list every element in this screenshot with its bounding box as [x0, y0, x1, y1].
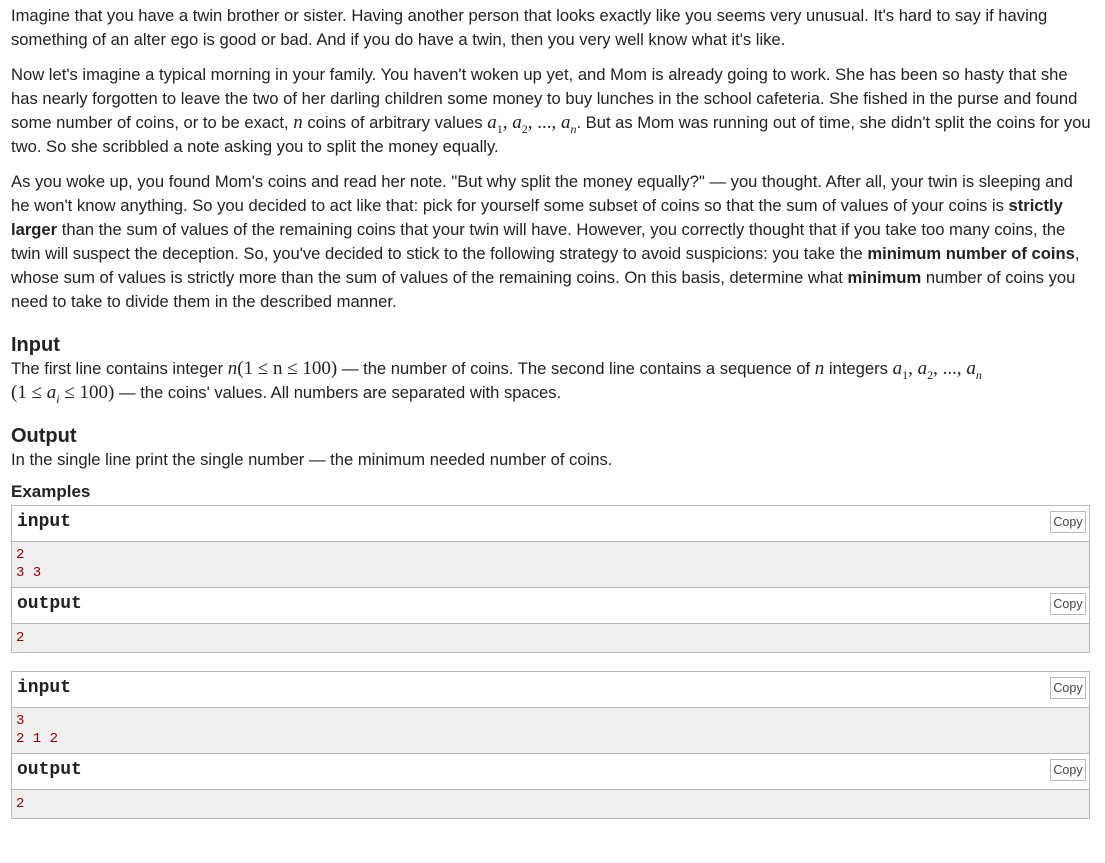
copy-button[interactable]: Copy: [1050, 511, 1086, 533]
input-section-title: Input: [11, 334, 60, 356]
copy-button[interactable]: Copy: [1050, 677, 1086, 699]
math-n: n: [293, 112, 303, 133]
example-output[interactable]: 2: [12, 790, 1089, 818]
example-1: [11, 505, 1090, 653]
bold-text: minimum number of coins: [867, 244, 1075, 263]
statement-paragraph-1: [11, 4, 1093, 52]
output-label: output: [17, 760, 82, 780]
input-label: input: [17, 678, 72, 698]
statement-text: , whose sum of values is strictly more than the sum of values of the remaining coins. On this basis, determine what: [11, 244, 1080, 287]
statement-text: than the sum of values of the remaining coins that your twin will have. However, you correctly thought that if you take too many coins, the twin will suspect the deception. So, you've decided to stick to the following strategy to avoid suspicions: you take the: [11, 220, 1066, 263]
statement-text: . But as Mom was running out of time, she didn't split the coins for you two. So she scribbled a note asking you to split the money equally.: [11, 113, 1091, 156]
output-section-text: In the single line print the single number — the minimum needed number of coins.: [11, 450, 613, 469]
statement-text: coins of arbitrary values: [302, 113, 488, 132]
copy-button[interactable]: Copy: [1050, 759, 1086, 781]
output-specification: [11, 424, 1093, 472]
example-input-header: [12, 672, 1089, 708]
examples-title: Examples: [11, 482, 91, 501]
math-sequence: $a_1$, $a_2$, ..., $a_n$: [892, 358, 982, 382]
input-section-text: The first line contains integer n(1 ≤ n ≤ 100) — the number of coins. The second line contains a sequence of n integers $a_1$, $a_2$, ..., $a_n$ $(1 \le a_i \le 100)$ — the coins' values. All numbers are separated with spaces.: [11, 358, 982, 406]
statement-text: Now let's imagine a typical morning in your family. You haven't woken up yet, and Mom is already going to work. She has been so hasty that she has nearly forgotten to leave the two of her darling children some money to buy lunches in the school cafeteria. She fished in the purse and found some number of coins, or to be exact,: [11, 65, 1078, 132]
statement-text: Imagine that you have a twin brother or sister. Having another person that looks exactly like you seems very unusual. It's hard to say if having something of an alter ego is good or bad. And if you do have a twin, then you very well know what it's like.: [11, 6, 1048, 49]
example-output[interactable]: 2: [12, 624, 1089, 652]
math-n-range: (1 ≤ n ≤ 100): [237, 358, 338, 379]
copy-button[interactable]: Copy: [1050, 593, 1086, 615]
statement-text: As you woke up, you found Mom's coins and read her note. "But why split the money equally?" — you thought. After all, your twin is sleeping and he won't know anything. So you decided to act like that: pick for yourself some subset of coins so that the sum of values of your coins is: [11, 172, 1073, 215]
math-a-range: $(1 \le a_i \le 100)$: [11, 382, 115, 406]
example-2: [11, 671, 1090, 819]
example-input[interactable]: 3 2 1 2: [12, 708, 1089, 754]
statement-paragraph-2: [11, 63, 1093, 159]
statement-text: number of coins you need to take to divide them in the described manner.: [11, 268, 1076, 311]
input-specification: [11, 333, 1093, 405]
statement-paragraph-3: [11, 170, 1093, 314]
math-sequence: $a_1$, $a_2$, ..., $a_n$: [487, 112, 577, 136]
bold-text: minimum: [847, 268, 922, 287]
example-output-header: [12, 588, 1089, 624]
output-label: output: [17, 594, 82, 614]
bold-text: strictly larger: [11, 196, 1063, 239]
output-section-title: Output: [11, 425, 77, 447]
input-label: input: [17, 512, 72, 532]
example-input-header: [12, 506, 1089, 542]
example-output-header: [12, 754, 1089, 790]
problem-statement: [11, 4, 1093, 837]
example-input[interactable]: 2 3 3: [12, 542, 1089, 588]
